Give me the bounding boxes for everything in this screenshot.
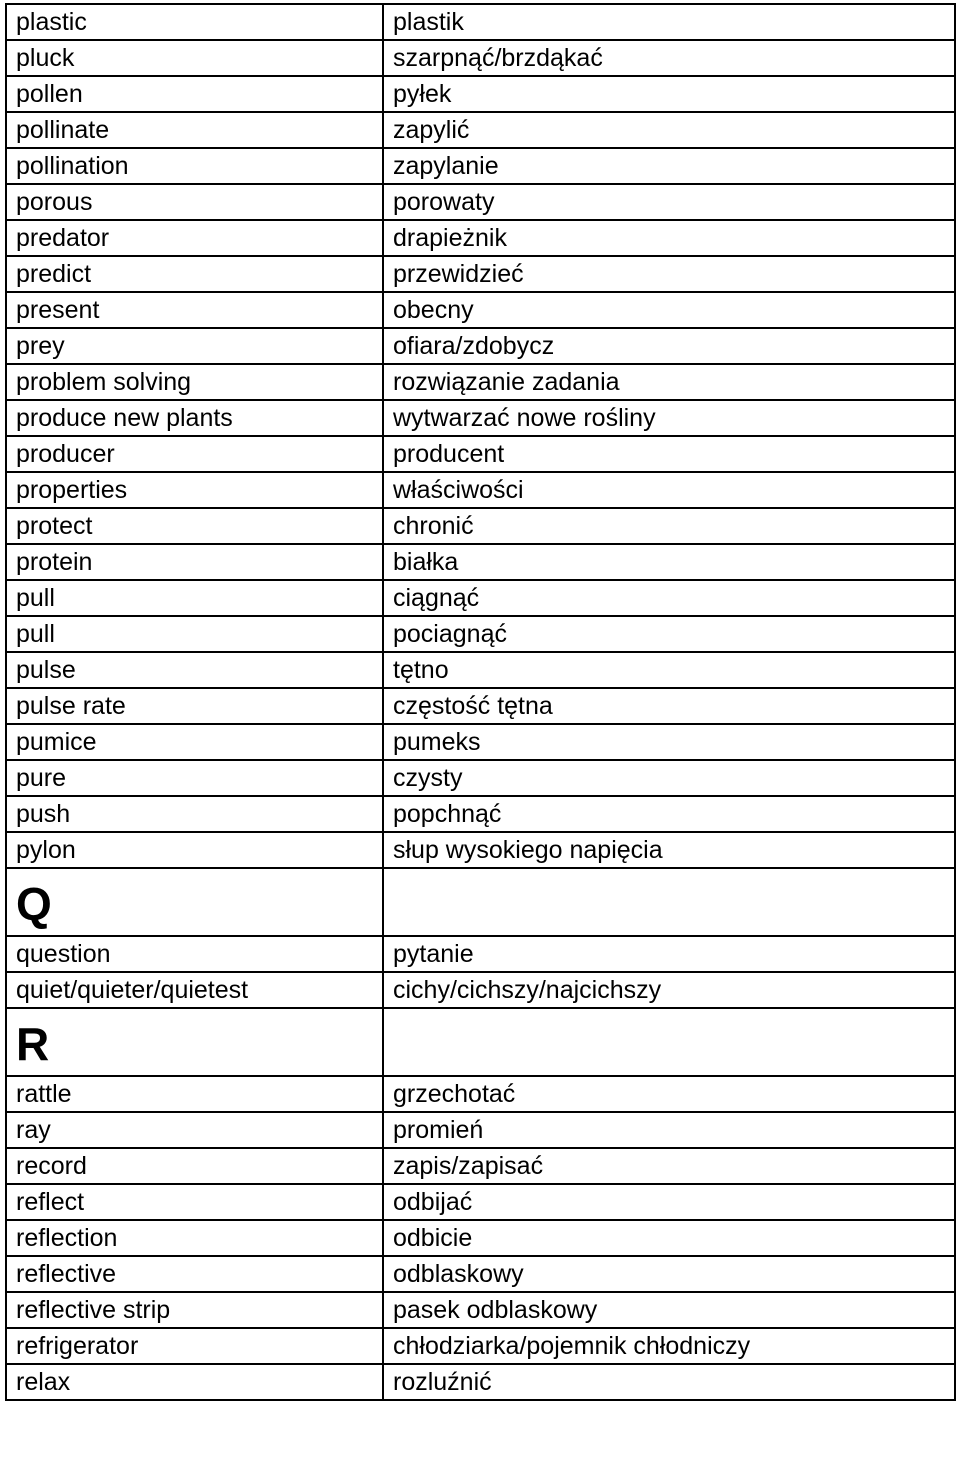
english-term: pumice — [6, 724, 383, 760]
glossary-row — [6, 688, 955, 724]
glossary-row — [6, 580, 955, 616]
english-term: rattle — [6, 1076, 383, 1112]
english-term: predator — [6, 220, 383, 256]
glossary-row — [6, 508, 955, 544]
polish-translation: tętno — [383, 652, 955, 688]
english-term: reflective — [6, 1256, 383, 1292]
polish-translation: plastik — [383, 4, 955, 40]
glossary-row — [6, 256, 955, 292]
glossary-row — [6, 936, 955, 972]
glossary-row — [6, 652, 955, 688]
english-term: question — [6, 936, 383, 972]
glossary-row — [6, 1112, 955, 1148]
english-term: pylon — [6, 832, 383, 868]
english-term: porous — [6, 184, 383, 220]
polish-translation: odblaskowy — [383, 1256, 955, 1292]
section-header-row — [6, 1008, 955, 1076]
glossary-row — [6, 292, 955, 328]
english-term: prey — [6, 328, 383, 364]
english-term: protein — [6, 544, 383, 580]
english-term: record — [6, 1148, 383, 1184]
english-term: reflect — [6, 1184, 383, 1220]
section-empty-cell — [383, 868, 955, 936]
glossary-row — [6, 1256, 955, 1292]
polish-translation: słup wysokiego napięcia — [383, 832, 955, 868]
polish-translation: promień — [383, 1112, 955, 1148]
polish-translation: odbijać — [383, 1184, 955, 1220]
english-term: problem solving — [6, 364, 383, 400]
english-term: relax — [6, 1364, 383, 1400]
glossary-row — [6, 1328, 955, 1364]
section-header-row — [6, 868, 955, 936]
english-term: producer — [6, 436, 383, 472]
glossary-row — [6, 328, 955, 364]
glossary-table — [5, 3, 956, 1401]
polish-translation: odbicie — [383, 1220, 955, 1256]
polish-translation: drapieżnik — [383, 220, 955, 256]
glossary-row — [6, 544, 955, 580]
polish-translation: pumeks — [383, 724, 955, 760]
glossary-row — [6, 1364, 955, 1400]
english-term: pull — [6, 616, 383, 652]
glossary-row — [6, 760, 955, 796]
polish-translation: pasek odblaskowy — [383, 1292, 955, 1328]
section-letter: Q — [16, 878, 52, 930]
glossary-row — [6, 472, 955, 508]
glossary-row — [6, 796, 955, 832]
glossary-row — [6, 1184, 955, 1220]
polish-translation: właściwości — [383, 472, 955, 508]
polish-translation: ofiara/zdobycz — [383, 328, 955, 364]
english-term: quiet/quieter/quietest — [6, 972, 383, 1008]
polish-translation: przewidzieć — [383, 256, 955, 292]
english-term: predict — [6, 256, 383, 292]
glossary-row — [6, 1148, 955, 1184]
polish-translation: producent — [383, 436, 955, 472]
glossary-row — [6, 220, 955, 256]
english-term: produce new plants — [6, 400, 383, 436]
polish-translation: zapis/zapisać — [383, 1148, 955, 1184]
english-term: properties — [6, 472, 383, 508]
english-term: pull — [6, 580, 383, 616]
glossary-row — [6, 832, 955, 868]
english-term: ray — [6, 1112, 383, 1148]
glossary-row — [6, 76, 955, 112]
english-term: pollen — [6, 76, 383, 112]
polish-translation: grzechotać — [383, 1076, 955, 1112]
glossary-row — [6, 364, 955, 400]
polish-translation: zapylić — [383, 112, 955, 148]
polish-translation: pytanie — [383, 936, 955, 972]
english-term: pollinate — [6, 112, 383, 148]
section-cell — [6, 868, 383, 936]
english-term: present — [6, 292, 383, 328]
english-term: pulse — [6, 652, 383, 688]
section-empty-cell — [383, 1008, 955, 1076]
polish-translation: ciągnąć — [383, 580, 955, 616]
glossary-row — [6, 724, 955, 760]
section-letter: R — [16, 1018, 50, 1070]
english-term: protect — [6, 508, 383, 544]
polish-translation: chłodziarka/pojemnik chłodniczy — [383, 1328, 955, 1364]
polish-translation: pociagnąć — [383, 616, 955, 652]
english-term: pure — [6, 760, 383, 796]
polish-translation: częstość tętna — [383, 688, 955, 724]
polish-translation: wytwarzać nowe rośliny — [383, 400, 955, 436]
glossary-row — [6, 400, 955, 436]
english-term: reflection — [6, 1220, 383, 1256]
english-term: push — [6, 796, 383, 832]
polish-translation: czysty — [383, 760, 955, 796]
glossary-row — [6, 972, 955, 1008]
polish-translation: białka — [383, 544, 955, 580]
glossary-row — [6, 4, 955, 40]
glossary-row — [6, 1076, 955, 1112]
polish-translation: rozluźnić — [383, 1364, 955, 1400]
polish-translation: obecny — [383, 292, 955, 328]
glossary-row — [6, 112, 955, 148]
glossary-row — [6, 1220, 955, 1256]
polish-translation: rozwiązanie zadania — [383, 364, 955, 400]
glossary-row — [6, 616, 955, 652]
english-term: reflective strip — [6, 1292, 383, 1328]
glossary-body — [6, 4, 955, 1400]
english-term: refrigerator — [6, 1328, 383, 1364]
section-cell — [6, 1008, 383, 1076]
glossary-row — [6, 40, 955, 76]
polish-translation: pyłek — [383, 76, 955, 112]
polish-translation: cichy/cichszy/najcichszy — [383, 972, 955, 1008]
polish-translation: zapylanie — [383, 148, 955, 184]
glossary-row — [6, 1292, 955, 1328]
polish-translation: porowaty — [383, 184, 955, 220]
english-term: pulse rate — [6, 688, 383, 724]
glossary-row — [6, 436, 955, 472]
glossary-row — [6, 148, 955, 184]
polish-translation: popchnąć — [383, 796, 955, 832]
glossary-row — [6, 184, 955, 220]
polish-translation: szarpnąć/brzdąkać — [383, 40, 955, 76]
english-term: pluck — [6, 40, 383, 76]
english-term: plastic — [6, 4, 383, 40]
english-term: pollination — [6, 148, 383, 184]
polish-translation: chronić — [383, 508, 955, 544]
